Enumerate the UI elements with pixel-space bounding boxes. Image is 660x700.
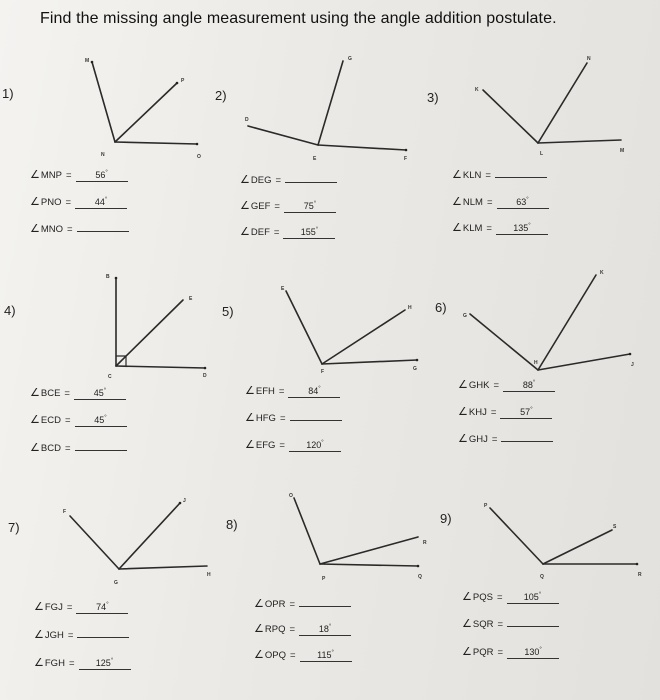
answer-blank[interactable]: 155° — [283, 225, 335, 239]
figure-4 — [106, 274, 207, 380]
problem-number-1: 1) — [2, 86, 14, 101]
angle-row: ∠NLM = 63° — [452, 195, 549, 209]
answer-blank[interactable] — [501, 441, 553, 442]
angle-row: ∠GHJ = — [458, 432, 553, 445]
point-label: L — [540, 151, 544, 157]
worksheet-title: Find the missing angle measurement using the angle addition postulate. — [40, 10, 557, 27]
answer-blank[interactable]: 74° — [76, 600, 128, 614]
point-label: J — [631, 362, 634, 368]
answer-blank[interactable]: 130° — [507, 645, 559, 659]
point-label: E — [313, 156, 317, 162]
answer-blank[interactable]: 115° — [300, 648, 352, 662]
problem-number-3: 3) — [427, 90, 439, 105]
angle-row: ∠OPR = — [254, 597, 351, 610]
point-label: R — [423, 540, 427, 546]
point-label: Q — [418, 574, 422, 580]
answer-blank[interactable]: 57° — [500, 405, 552, 419]
point-label: G — [463, 313, 467, 319]
angle-row: ∠HFG = — [245, 411, 342, 424]
point-label: B — [106, 274, 110, 280]
answer-blank[interactable]: 45° — [74, 386, 126, 400]
point-label: R — [638, 572, 642, 578]
point-label: F — [321, 369, 325, 375]
point-label: F — [404, 156, 408, 162]
angle-row: ∠MNP = 56° — [30, 168, 128, 182]
answer-blank[interactable]: 135° — [496, 221, 548, 235]
angle-row: ∠PQR = 130° — [462, 645, 559, 659]
angle-row: ∠BCD = — [30, 441, 127, 454]
answer-blank[interactable]: 125° — [79, 656, 131, 670]
point-label: J — [183, 498, 186, 504]
answer-blank[interactable]: 75° — [284, 199, 336, 213]
angle-row: ∠EFH = 84° — [245, 384, 340, 398]
figure-3 — [475, 56, 624, 157]
answer-blank[interactable]: 18° — [299, 622, 351, 636]
point-label: H — [207, 572, 211, 578]
angle-row: ∠JGH = — [34, 628, 129, 641]
problem-number-7: 7) — [8, 520, 20, 535]
figure-6 — [463, 270, 634, 370]
answer-blank[interactable] — [290, 420, 342, 421]
problem-number-5: 5) — [222, 304, 234, 319]
point-label: S — [613, 524, 617, 530]
figure-2 — [245, 56, 407, 162]
angle-row: ∠KLN = — [452, 168, 547, 181]
problem-number-4: 4) — [4, 303, 16, 318]
angle-row: ∠ECD = 45° — [30, 413, 127, 427]
point-label: K — [475, 87, 479, 93]
point-label: M — [85, 58, 90, 64]
figure-5 — [281, 286, 418, 375]
answer-blank[interactable] — [299, 606, 351, 607]
answer-blank[interactable] — [285, 182, 337, 183]
point-label: N — [587, 56, 591, 62]
angle-row: ∠SQR = — [462, 617, 559, 630]
angle-row: ∠GEF = 75° — [240, 199, 336, 213]
angle-row: ∠MNO = — [30, 222, 129, 235]
answer-blank[interactable]: 63° — [497, 195, 549, 209]
point-label: G — [413, 366, 417, 372]
answer-blank[interactable] — [77, 231, 129, 232]
point-label: P — [484, 503, 488, 509]
angle-row: ∠PQS = 105° — [462, 590, 559, 604]
point-label: H — [408, 305, 412, 311]
figure-7 — [63, 498, 211, 586]
answer-blank[interactable] — [507, 626, 559, 627]
problem-number-2: 2) — [215, 88, 227, 103]
answer-blank[interactable] — [77, 637, 129, 638]
answer-blank[interactable]: 84° — [288, 384, 340, 398]
angle-row: ∠PNO = 44° — [30, 195, 127, 209]
angle-row: ∠KHJ = 57° — [458, 405, 552, 419]
point-label: H — [534, 360, 538, 366]
angle-row: ∠DEG = — [240, 173, 337, 186]
point-label: O — [197, 154, 201, 160]
point-label: Q — [540, 574, 544, 580]
answer-blank[interactable]: 56° — [76, 168, 128, 182]
problem-number-8: 8) — [226, 517, 238, 532]
point-label: N — [101, 152, 105, 158]
angle-row: ∠DEF = 155° — [240, 225, 335, 239]
answer-blank[interactable]: 105° — [507, 590, 559, 604]
point-label: K — [600, 270, 604, 276]
angle-row: ∠OPQ = 115° — [254, 648, 352, 662]
point-label: C — [108, 374, 112, 380]
problem-number-9: 9) — [440, 511, 452, 526]
figure-8 — [289, 493, 427, 582]
figure-1 — [85, 58, 201, 160]
answer-blank[interactable]: 88° — [503, 378, 555, 392]
point-label: M — [620, 148, 625, 154]
point-label: E — [281, 286, 285, 292]
point-label: P — [322, 576, 326, 582]
point-label: O — [289, 493, 293, 499]
angle-row: ∠BCE = 45° — [30, 386, 126, 400]
point-label: E — [189, 296, 193, 302]
figure-9 — [484, 503, 642, 580]
answer-blank[interactable] — [75, 450, 127, 451]
point-label: D — [203, 373, 207, 379]
point-label: D — [245, 117, 249, 123]
angle-row: ∠FGJ = 74° — [34, 600, 128, 614]
angle-row: ∠KLM = 135° — [452, 221, 548, 235]
angle-row: ∠GHK = 88° — [458, 378, 555, 392]
answer-blank[interactable]: 120° — [289, 438, 341, 452]
answer-blank[interactable] — [495, 177, 547, 178]
angle-row: ∠EFG = 120° — [245, 438, 341, 452]
answer-blank[interactable]: 45° — [75, 413, 127, 427]
angle-row: ∠FGH = 125° — [34, 656, 131, 670]
angle-row: ∠RPQ = 18° — [254, 622, 351, 636]
answer-blank[interactable]: 44° — [75, 195, 127, 209]
point-label: F — [63, 509, 67, 515]
problem-number-6: 6) — [435, 300, 447, 315]
point-label: G — [114, 580, 118, 586]
point-label: P — [181, 78, 185, 84]
point-label: G — [348, 56, 352, 62]
